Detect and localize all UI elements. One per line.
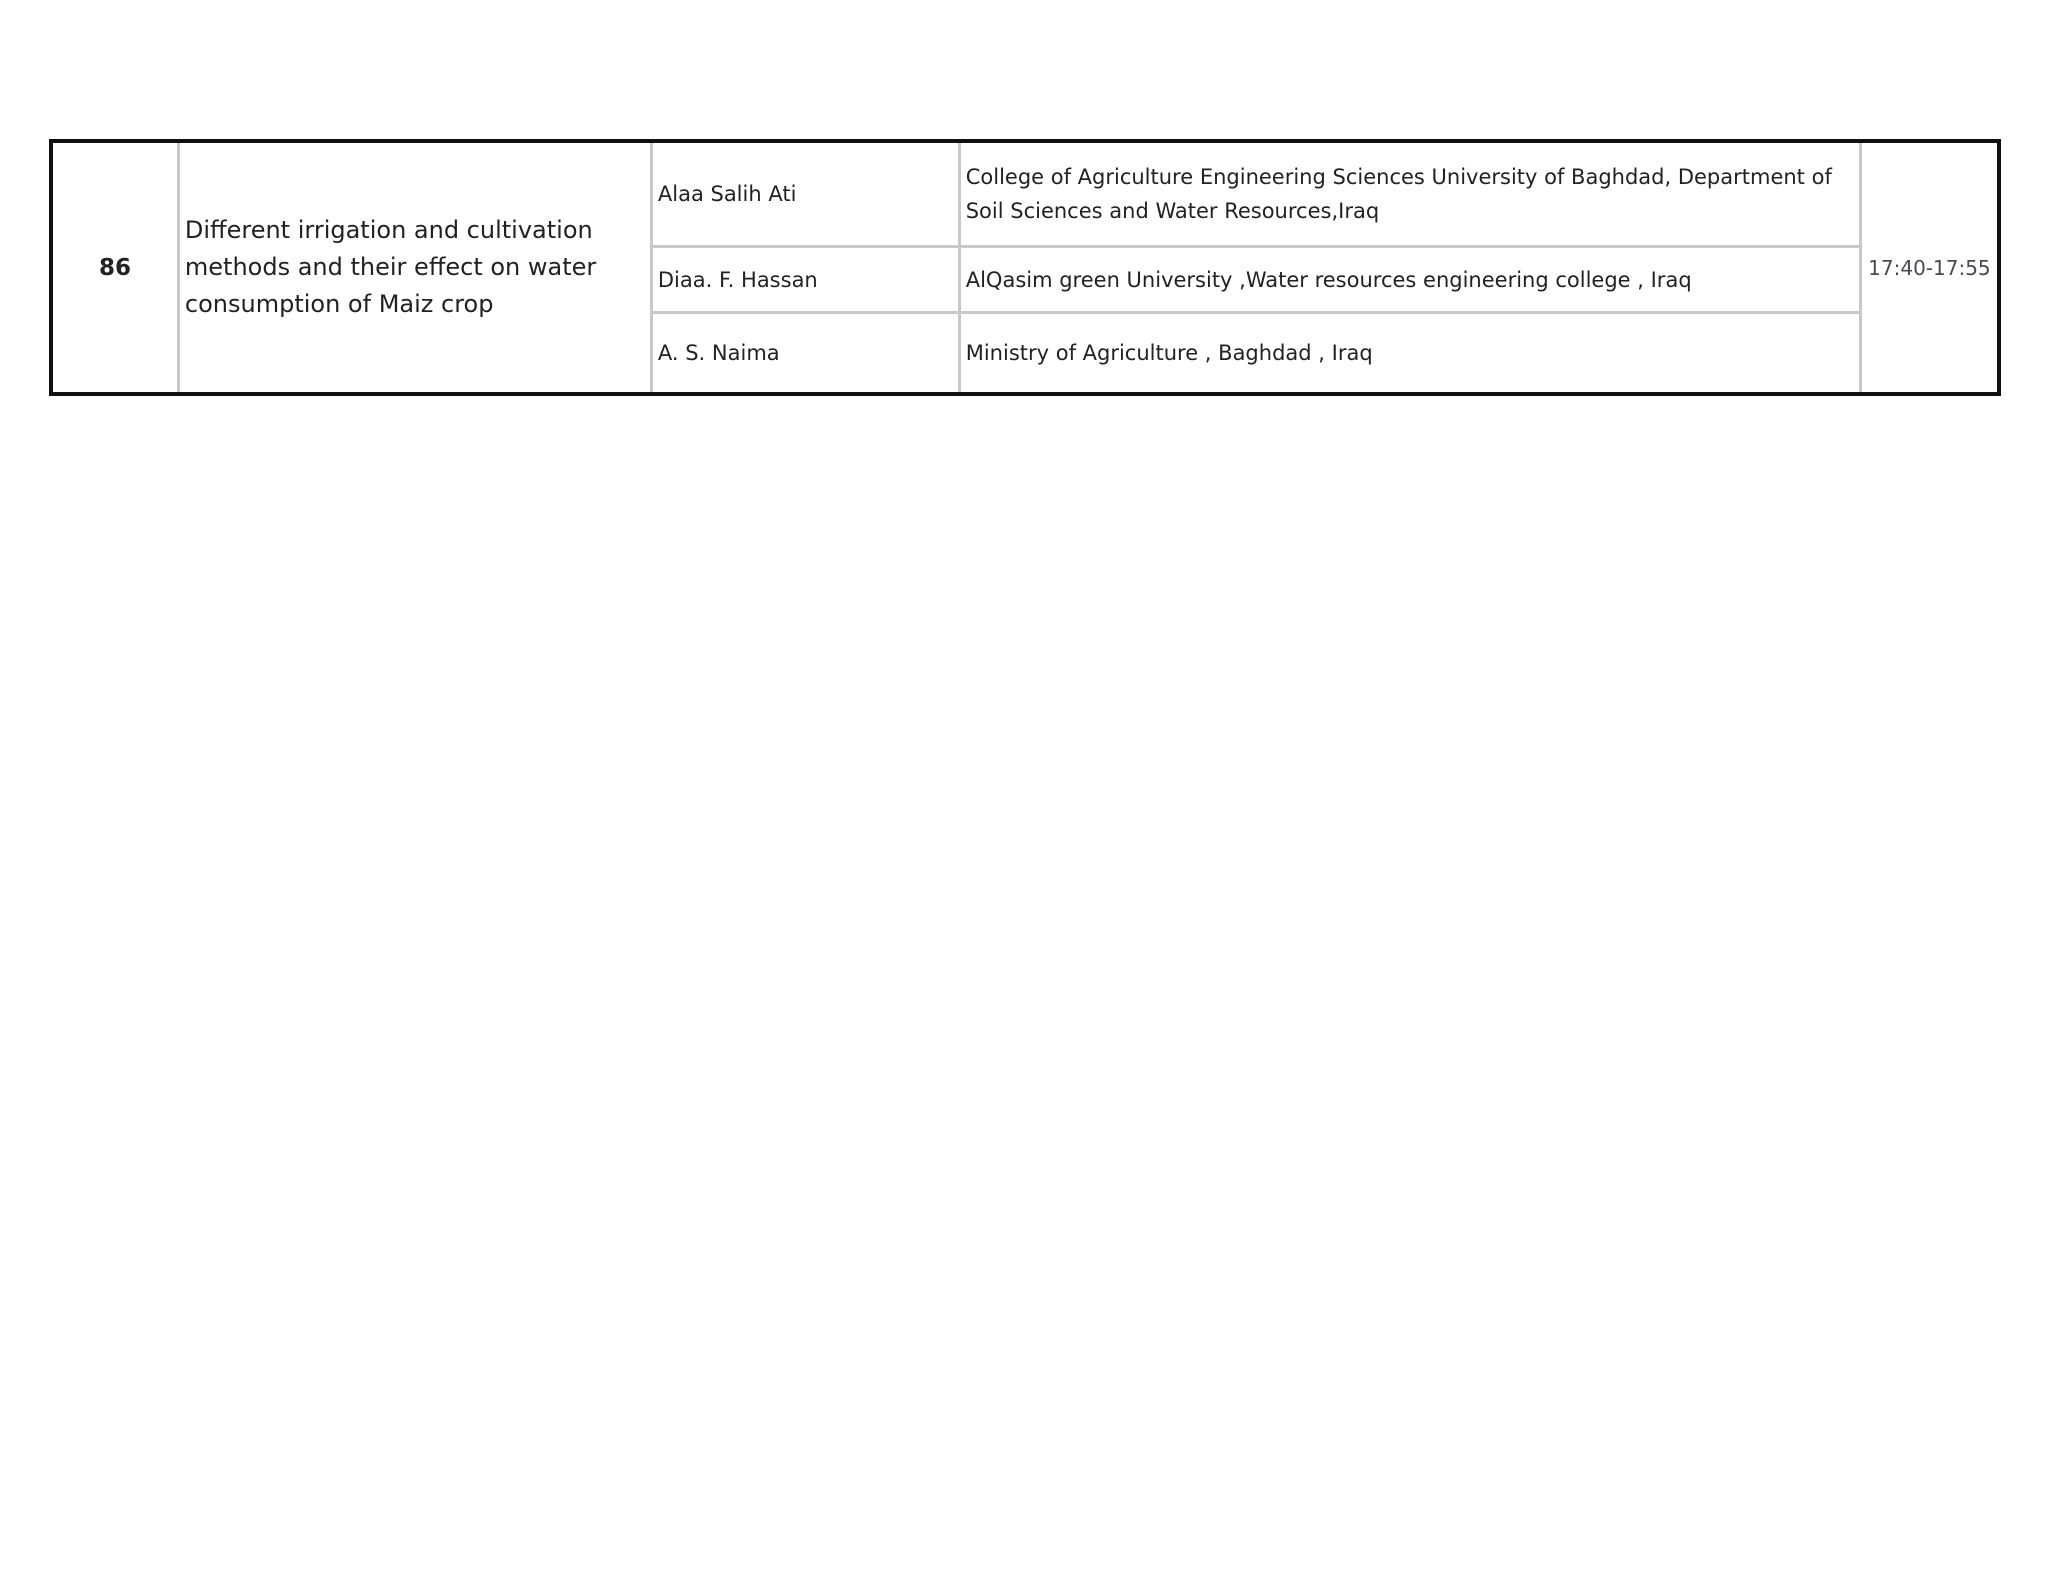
author-name: Alaa Salih Ati <box>651 141 959 247</box>
author-affiliation: Ministry of Agriculture , Baghdad , Iraq <box>959 313 1860 395</box>
paper-number: 86 <box>51 141 178 394</box>
author-affiliation: AlQasim green University ,Water resources engineering college , Iraq <box>959 247 1860 313</box>
author-name: Diaa. F. Hassan <box>651 247 959 313</box>
table-row <box>51 141 1999 247</box>
author-name: A. S. Naima <box>651 313 959 395</box>
time-slot: 17:40-17:55 <box>1860 141 1999 394</box>
paper-title: Different irrigation and cultivation methods and their effect on water consumption of Maiz crop <box>178 141 651 394</box>
schedule-table <box>49 139 2001 396</box>
author-affiliation: College of Agriculture Engineering Sciences University of Baghdad, Department of Soil Sciences and Water Resources,Iraq <box>959 141 1860 247</box>
